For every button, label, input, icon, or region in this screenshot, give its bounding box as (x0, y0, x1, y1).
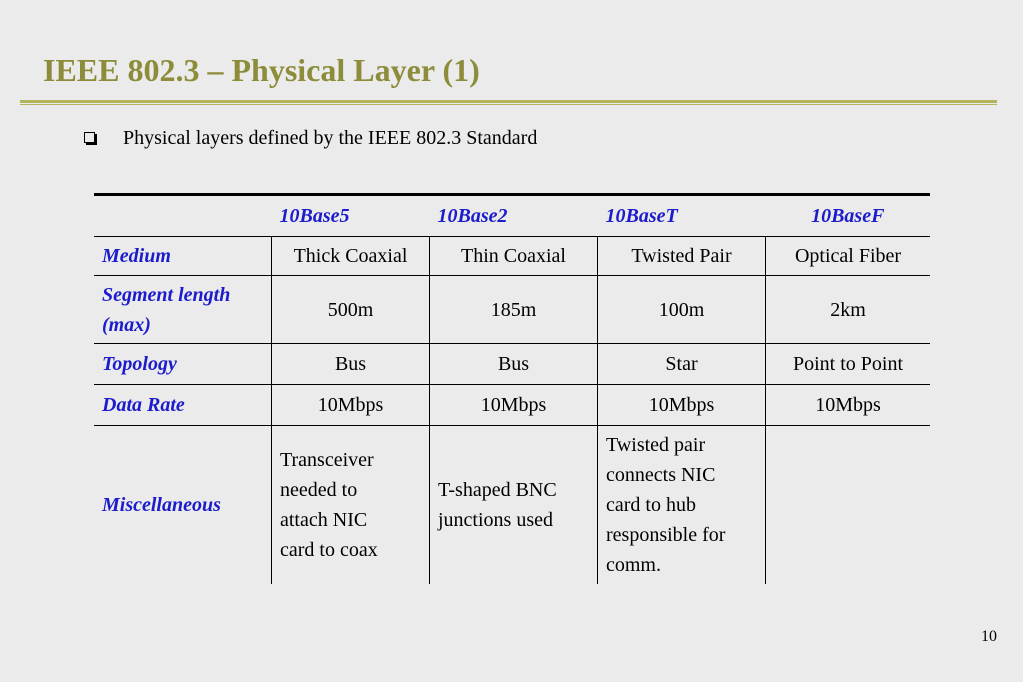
row-label-miscellaneous: Miscellaneous (102, 494, 221, 516)
table-cell (598, 426, 766, 585)
cell-line: connects NIC (606, 464, 716, 486)
table-cell: Bus (430, 344, 598, 385)
table-cell: 2km (766, 276, 931, 344)
title-underline-thin (20, 104, 997, 105)
table-row-miscellaneous (94, 426, 930, 585)
title-underline-thick (20, 100, 997, 103)
table-cell: Star (598, 344, 766, 385)
cell-line: card to hub (606, 494, 696, 516)
table-cell: 100m (598, 276, 766, 344)
table-cell (272, 426, 430, 585)
table-cell: Thin Coaxial (430, 237, 598, 276)
slide-title: IEEE 802.3 – Physical Layer (1) (43, 52, 480, 88)
table-cell: 10Mbps (430, 385, 598, 426)
table-cell (430, 426, 598, 585)
table-row-data-rate (94, 385, 930, 426)
cell-line: card to coax (280, 539, 378, 561)
table-cell: 500m (272, 276, 430, 344)
table-cell: 185m (430, 276, 598, 344)
table-cell-empty (766, 426, 931, 585)
row-label-data-rate: Data Rate (94, 385, 272, 426)
table-cell: Thick Coaxial (272, 237, 430, 276)
checkbox-bullet-icon (84, 132, 95, 143)
cell-line: Transceiver (280, 449, 374, 471)
table-cell: Twisted Pair (598, 237, 766, 276)
row-label-topology: Topology (94, 344, 272, 385)
column-header-10base2: 10Base2 (430, 195, 598, 237)
cell-line: junctions used (438, 509, 553, 531)
column-header-10basef: 10BaseF (766, 195, 931, 237)
cell-line: attach NIC (280, 509, 368, 531)
cell-line: Twisted pair (606, 434, 706, 456)
cell-line: needed to (280, 479, 358, 501)
bullet-item (84, 127, 537, 150)
row-label-medium: Medium (94, 237, 272, 276)
table-cell: 10Mbps (272, 385, 430, 426)
column-header-10base5: 10Base5 (272, 195, 430, 237)
physical-layer-table (94, 193, 930, 584)
row-label-segment-length (94, 276, 272, 344)
table-cell: Bus (272, 344, 430, 385)
cell-line: comm. (606, 554, 661, 576)
table-row-segment-length (94, 276, 930, 344)
table-cell: 10Mbps (598, 385, 766, 426)
header-empty-cell (94, 195, 272, 237)
row-label-line: Segment length (102, 283, 231, 306)
table-row-medium (94, 237, 930, 276)
table-cell: 10Mbps (766, 385, 931, 426)
table-cell: Point to Point (766, 344, 931, 385)
table-cell: Optical Fiber (766, 237, 931, 276)
page-number: 10 (981, 628, 997, 645)
column-header-10baset: 10BaseT (598, 195, 766, 237)
bullet-text: Physical layers defined by the IEEE 802.3 Standard (123, 127, 538, 149)
cell-line: T-shaped BNC (438, 479, 557, 501)
cell-line: responsible for (606, 524, 726, 546)
row-label-line: (max) (102, 313, 151, 336)
table-row-topology (94, 344, 930, 385)
table-header-row (94, 195, 930, 237)
